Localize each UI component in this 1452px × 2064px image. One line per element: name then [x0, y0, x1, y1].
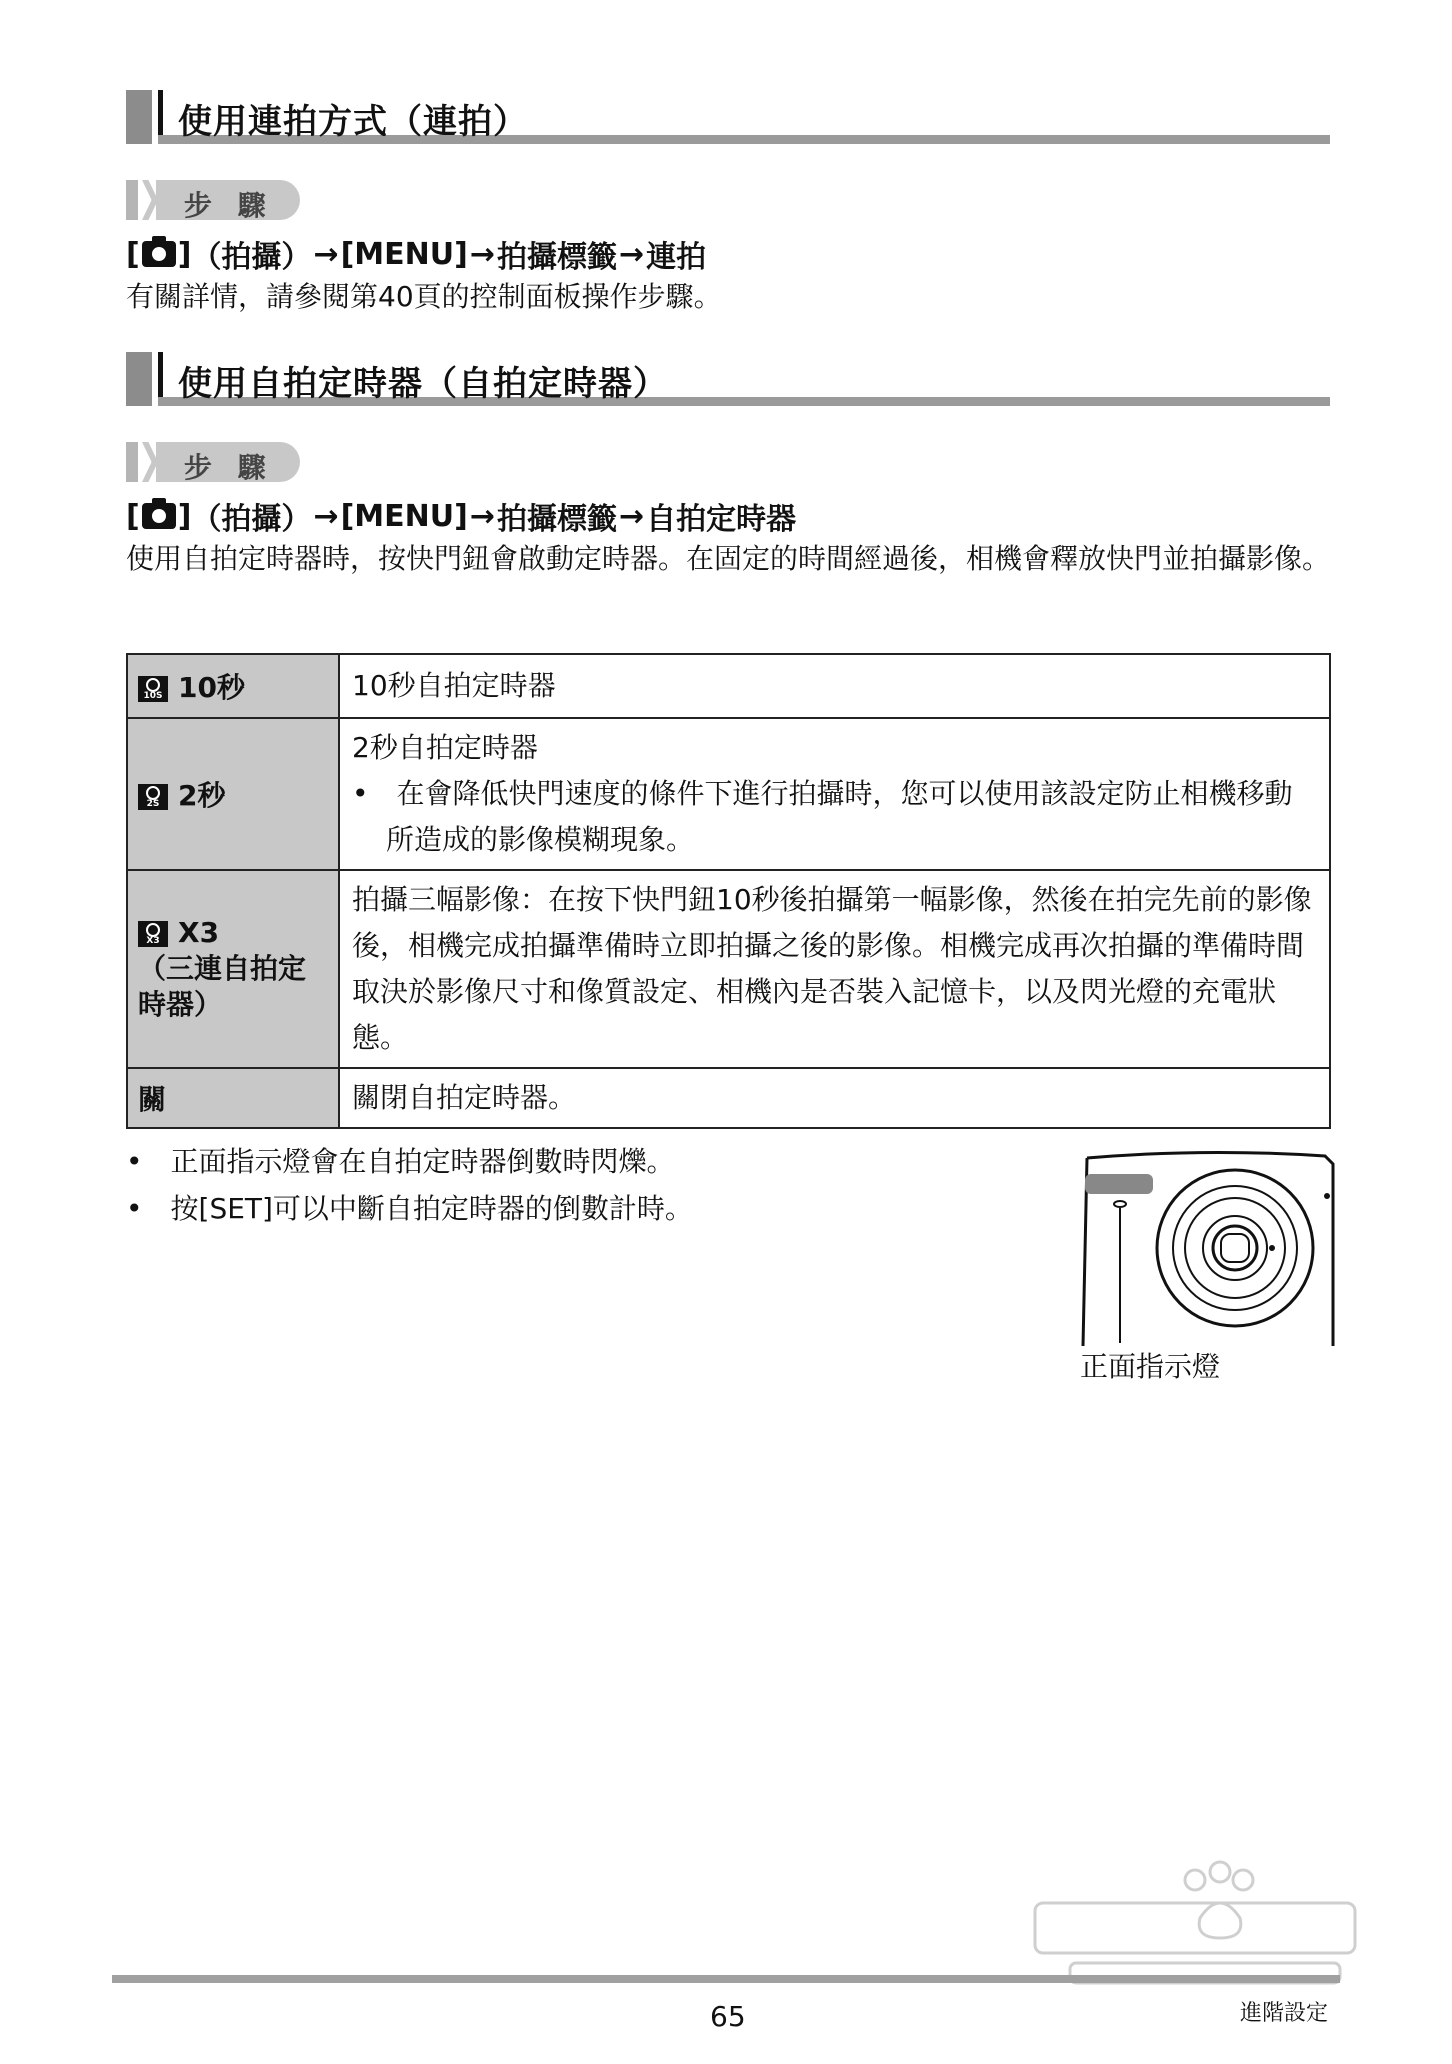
option-desc: 拍攝三幅影像：在按下快門鈕10秒後拍攝第一幅影像，然後在拍完先前的影像後，相機完成拍攝準備時立即拍攝之後的影像。相機完成再次拍攝的準備時間取決於影像尺寸和像質設定、相機內是否裝入記憶卡，以及閃光燈的充電狀態。 [339, 870, 1330, 1068]
camera-front-illustration [1075, 1148, 1335, 1348]
option-key: 關 [127, 1068, 339, 1128]
camera-icon [142, 241, 176, 267]
self-timer-2s-icon: 2S [138, 784, 168, 810]
path-item: 自拍定時器 [646, 502, 797, 537]
section-title: 使用自拍定時器（自拍定時器） [178, 364, 668, 404]
option-desc: 2秒自拍定時器 • 在會降低快門速度的條件下進行拍攝時，您可以使用該設定防止相機移動所造成的影像模糊現象。 [339, 718, 1330, 870]
path-tab: 拍攝標籤 [496, 502, 617, 537]
arrow-icon: → [313, 236, 339, 272]
list-item: • 正面指示燈會在自拍定時器倒數時閃爍。 [126, 1145, 675, 1178]
arrow-icon: → [618, 236, 645, 272]
option-key: 2S 2秒 [127, 718, 339, 870]
arrow-icon: → [469, 236, 495, 272]
option-key: X3 X3 （三連自拍定時器） [127, 870, 339, 1068]
reference-note: 有關詳情，請參閱第40頁的控制面板操作步驟。 [126, 280, 722, 313]
self-timer-10s-icon: 10S [138, 676, 168, 702]
path-menu: [MENU] [340, 498, 468, 534]
path-item: 連拍 [646, 240, 707, 275]
list-item: • 按[SET]可以中斷自拍定時器的倒數計時。 [126, 1192, 693, 1225]
step-tag [126, 442, 300, 482]
arrow-icon: → [469, 498, 495, 534]
menu-path: [ ] （拍攝） → [MENU] → 拍攝標籤 → 連拍 [126, 232, 706, 276]
table-row [127, 1068, 1330, 1128]
footer-rule [112, 1975, 1340, 1983]
table-row [127, 654, 1330, 718]
self-timer-intro: 使用自拍定時器時，按快門鈕會啟動定時器。在固定的時間經過後，相機會釋放快門並拍攝影像。 [126, 542, 1331, 575]
step-tag [126, 180, 300, 220]
self-timer-options-table [126, 653, 1331, 1129]
menu-path: [ ] （拍攝） → [MENU] → 拍攝標籤 → 自拍定時器 [126, 494, 796, 538]
option-key: 10S 10秒 [127, 654, 339, 718]
section-heading-self-timer [126, 352, 1330, 406]
section-heading-burst [126, 90, 1330, 144]
table-row [127, 718, 1330, 870]
option-desc: 關閉自拍定時器。 [339, 1068, 1330, 1128]
path-shoot: （拍攝） [191, 502, 312, 537]
table-row [127, 870, 1330, 1068]
camera-caption: 正面指示燈 [1080, 1350, 1221, 1383]
notes-list [126, 1138, 693, 1232]
option-desc: 10秒自拍定時器 [339, 654, 1330, 718]
path-shoot: （拍攝） [191, 240, 312, 275]
page-number: 65 [710, 2000, 746, 2033]
camera-icon [142, 503, 176, 529]
arrow-icon: → [618, 498, 645, 534]
watermark-paw-icon [1030, 1858, 1370, 1988]
path-tab: 拍攝標籤 [496, 240, 617, 275]
self-timer-x3-icon: X3 [138, 921, 168, 947]
footer-section-name: 進階設定 [1240, 2001, 1329, 2026]
path-menu: [MENU] [340, 236, 468, 272]
step-label: 步 驟 [184, 189, 274, 222]
option-bullet: • 在會降低快門速度的條件下進行拍攝時，您可以使用該設定防止相機移動所造成的影像模糊現象。 [352, 777, 1293, 856]
section-title: 使用連拍方式（連拍） [178, 102, 528, 142]
arrow-icon: → [313, 498, 339, 534]
step-label: 步 驟 [184, 451, 274, 484]
